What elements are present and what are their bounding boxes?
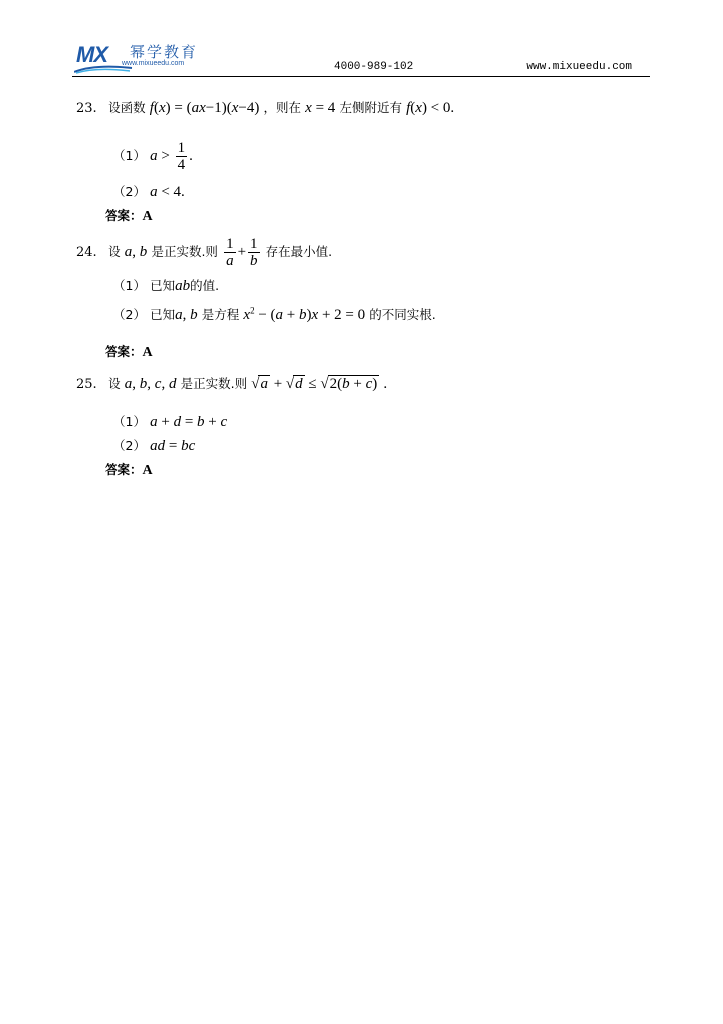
answer-23: [105, 206, 153, 225]
fraction: $\frac{1}{a}$: [226, 236, 234, 269]
question-end: .: [383, 376, 388, 392]
condition-mid: 是方程: [201, 307, 240, 322]
condition-25-1: （1） a + d = b + c: [113, 414, 228, 430]
condition-label: （1）: [113, 414, 146, 429]
answer-value: A: [142, 463, 153, 478]
logo-url: www.mixueedu.com: [122, 60, 185, 67]
answer-value: A: [142, 209, 153, 224]
condition-pre: 已知: [150, 307, 176, 322]
question-23: 23. 设函数 f(x) = (ax−1)(x−4) ，则在 x = 4 左侧附近有 f(x) < 0.: [76, 100, 455, 116]
question-lead: 设函数: [108, 100, 146, 115]
header-website: www.mixueedu.com: [526, 61, 632, 73]
condition-post: 的不同实根.: [369, 307, 436, 322]
brand-logo: [72, 40, 222, 74]
question-mid: 是正实数.则: [180, 376, 248, 391]
condition-label: （1）: [113, 148, 146, 163]
question-mid2: 左侧附近有: [339, 100, 402, 115]
question-mid: ，则在: [263, 100, 302, 115]
page-header: [72, 40, 652, 80]
condition-24-1: （1） 已知ab的值.: [113, 278, 220, 294]
logo-letters: MX: [76, 42, 107, 67]
question-number: 25.: [76, 377, 97, 392]
condition-post: 的值.: [190, 278, 220, 293]
math-expression: f: [149, 100, 154, 116]
answer-24: [105, 342, 153, 361]
fraction: $\frac{1}{4}$: [177, 140, 186, 173]
question-mid: 是正实数.则: [151, 244, 218, 259]
answer-value: A: [142, 345, 153, 360]
condition-label: （2）: [113, 438, 146, 453]
question-end: 存在最小值.: [265, 244, 333, 259]
answer-25: [105, 460, 153, 479]
fraction: $\frac{1}{b}$: [250, 236, 258, 269]
question-24: 24. 设 a, b 是正实数.则 $\frac{1}{a}$ + $\frac{1}{b}$ 存在最小值.: [76, 236, 333, 269]
condition-23-2: （2） a < 4.: [113, 184, 185, 200]
header-phone: 4000-989-102: [334, 61, 414, 73]
condition-label: （2）: [113, 184, 146, 199]
condition-25-2: （2） ad = bc: [113, 438, 196, 454]
question-25: 25. 设 a, b, c, d 是正实数.则 √a + √d ≤ √2(b + c) .: [76, 376, 388, 392]
condition-24-2: （2） 已知a, b 是方程 $x^2 - (a + b)x + 2 = 0$ 的不同实根.: [113, 305, 436, 323]
answer-label: 答案：: [105, 462, 143, 477]
condition-23-1: （1） a > $\frac{1}{4}$ .: [113, 140, 193, 173]
question-number: 24.: [76, 245, 97, 260]
question-end: .: [450, 100, 455, 116]
condition-pre: 已知: [150, 278, 176, 293]
condition-label: （2）: [113, 307, 146, 322]
question-number: 23.: [76, 101, 97, 116]
question-lead: 设: [108, 376, 121, 391]
answer-label: 答案：: [105, 344, 143, 359]
logo-name: 幂学教育: [130, 43, 199, 61]
question-lead: 设: [108, 244, 121, 259]
answer-label: 答案：: [105, 208, 143, 223]
logo-swoosh-icon: [74, 64, 134, 74]
header-rule: [72, 76, 650, 77]
condition-label: （1）: [113, 278, 146, 293]
